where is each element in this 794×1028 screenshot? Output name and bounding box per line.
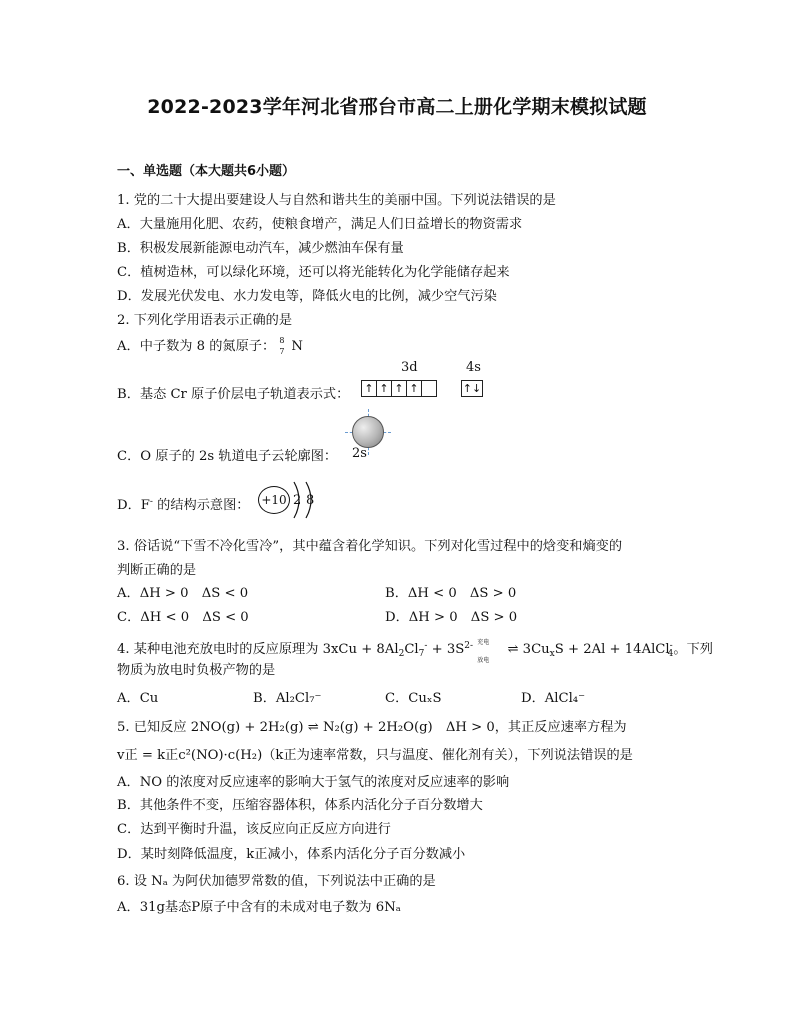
- page-title: 2022-2023学年河北省邢台市高二上册化学期末模拟试题: [147, 96, 647, 118]
- q5-option-d: D．某时刻降低温度，k正减小，体系内活化分子百分数减小: [117, 847, 466, 862]
- q1-option-b: B．积极发展新能源电动汽车，减少燃油车保有量: [117, 241, 404, 256]
- sub-7: 7: [418, 649, 425, 659]
- q4-eq-part5: S + 2Al + 14AlCl: [554, 642, 670, 657]
- section-heading: 一、单选题（本大题共6小题）: [117, 164, 296, 179]
- q2-option-a: [117, 336, 303, 356]
- orbital-box-3d-3: ↑: [391, 380, 407, 397]
- sub-2a: 2: [398, 649, 405, 659]
- q4-eq-part1: 4. 某种电池充放电时的反应原理为 3xCu + 8Al: [117, 642, 399, 657]
- q2-option-d: [117, 493, 249, 515]
- sub-x: x: [549, 649, 555, 659]
- ion-charge: -: [149, 497, 153, 507]
- q3-stem-line1: 3. 俗话说“下雪不冷化雪冷”，其中蕴含着化学知识。下列对化雪过程中的焓变和熵变的: [117, 539, 623, 554]
- orbital-box-4s: ↑↓: [462, 382, 482, 395]
- q6-option-a: A．31g基态P原子中含有的未成对电子数为 6Nₐ: [117, 900, 401, 915]
- q2-option-b: [117, 386, 349, 404]
- q2-option-a-text: A．中子数为 8 的氮原子：: [117, 339, 276, 354]
- q3-stem-line2: 判断正确的是: [117, 563, 197, 578]
- shell-count-1: 2: [293, 493, 302, 508]
- q1-option-d: D．发展光伏发电、水力发电等，降低火电的比例，减少空气污染: [117, 289, 497, 304]
- sup-2minus: 2-: [464, 641, 474, 651]
- q3-option-b: B．ΔH < 0 ΔS > 0: [385, 586, 517, 601]
- orbital-box-3d-5: [421, 380, 437, 397]
- q3-option-c: C．ΔH < 0 ΔS < 0: [117, 610, 249, 625]
- q1-option-a: A．大量施用化肥、农药，使粮食增产，满足人们日益增长的物资需求: [117, 217, 523, 232]
- orbital-label-2s: 2s: [352, 446, 367, 461]
- mass-number: 8: [279, 336, 285, 345]
- orbital-diagram-4s: [461, 378, 482, 397]
- q5-option-c: C．达到平衡时升温，该反应向正反应方向进行: [117, 822, 391, 837]
- orbital-diagram-3d: [361, 378, 436, 397]
- q3-option-a: A．ΔH > 0 ΔS < 0: [117, 586, 249, 601]
- q4-option-c: C．CuₓS: [385, 691, 442, 706]
- orbital-label-4s: 4s: [466, 360, 481, 375]
- shell-count-2: 8: [306, 493, 315, 508]
- q3-option-d: D．ΔH > 0 ΔS > 0: [385, 610, 518, 625]
- nucleus-circle: +10: [258, 486, 290, 514]
- q2-option-d-text: D．F: [117, 498, 150, 513]
- q4-eq-part6: 。下列: [673, 642, 713, 657]
- q4-eq-part2: Cl: [404, 642, 419, 657]
- q5-stem-line2: v正 = k正c²(NO)·c(H₂)（k正为速率常数，只与温度、催化剂有关），下列说法错误的是: [117, 748, 633, 763]
- orbital-box-3d-1: ↑: [361, 380, 377, 397]
- q5-stem-line1: 5. 已知反应 2NO(g) + 2H₂(g) ⇌ N₂(g) + 2H₂O(g) ΔH > 0，其正反应速率方程为: [117, 720, 627, 735]
- arrow-label-top: 充电: [477, 638, 490, 646]
- q6-stem: 6. 设 Nₐ 为阿伏加德罗常数的值，下列说法中正确的是: [117, 874, 436, 889]
- nuclide-notation: [279, 336, 291, 356]
- arrow-label-bottom: 放电: [477, 656, 490, 664]
- element-symbol: N: [291, 339, 303, 354]
- q4-stem-line2: 物质为放电时负极产物的是: [117, 663, 276, 678]
- q4-eq-part3: + 3S: [427, 642, 465, 657]
- q2-option-c: C．O 原子的 2s 轨道电子云轮廓图：: [117, 449, 338, 464]
- s-orbital-sphere: [352, 416, 384, 448]
- q4-option-d: D．AlCl₄⁻: [521, 691, 586, 706]
- q2-stem: 2. 下列化学用语表示正确的是: [117, 313, 293, 328]
- q4-stem-line1: [117, 637, 713, 663]
- q4-option-b: B．Al₂Cl₇⁻: [253, 691, 322, 706]
- q4-eq-part4: ⇌ 3Cu: [503, 642, 550, 657]
- q4-option-a: A．Cu: [117, 691, 159, 706]
- orbital-label-3d: 3d: [401, 360, 418, 375]
- sub-4: 4: [667, 649, 674, 659]
- orbital-box-3d-2: ↑: [376, 380, 392, 397]
- sup-minus-a: -: [424, 641, 428, 651]
- q1-option-c: C．植树造林，可以绿化环境，还可以将光能转化为化学能储存起来: [117, 265, 510, 280]
- equilibrium-arrow: [477, 638, 503, 664]
- q2-option-d-text2: 的结构示意图：: [152, 498, 250, 513]
- sup-minus-b: -: [669, 641, 673, 651]
- q1-stem: 1. 党的二十大提出要建设人与自然和谐共生的美丽中国。下列说法错误的是: [117, 193, 556, 208]
- q5-option-b: B．其他条件不变，压缩容器体积，体系内活化分子百分数增大: [117, 798, 483, 813]
- q5-option-a: A．NO 的浓度对反应速率的影响大于氢气的浓度对反应速率的影响: [117, 775, 510, 790]
- atomic-number: 7: [279, 347, 285, 356]
- q2-option-b-text: B．基态 Cr 原子价层电子轨道表示式：: [117, 387, 350, 402]
- orbital-box-3d-4: ↑: [406, 380, 422, 397]
